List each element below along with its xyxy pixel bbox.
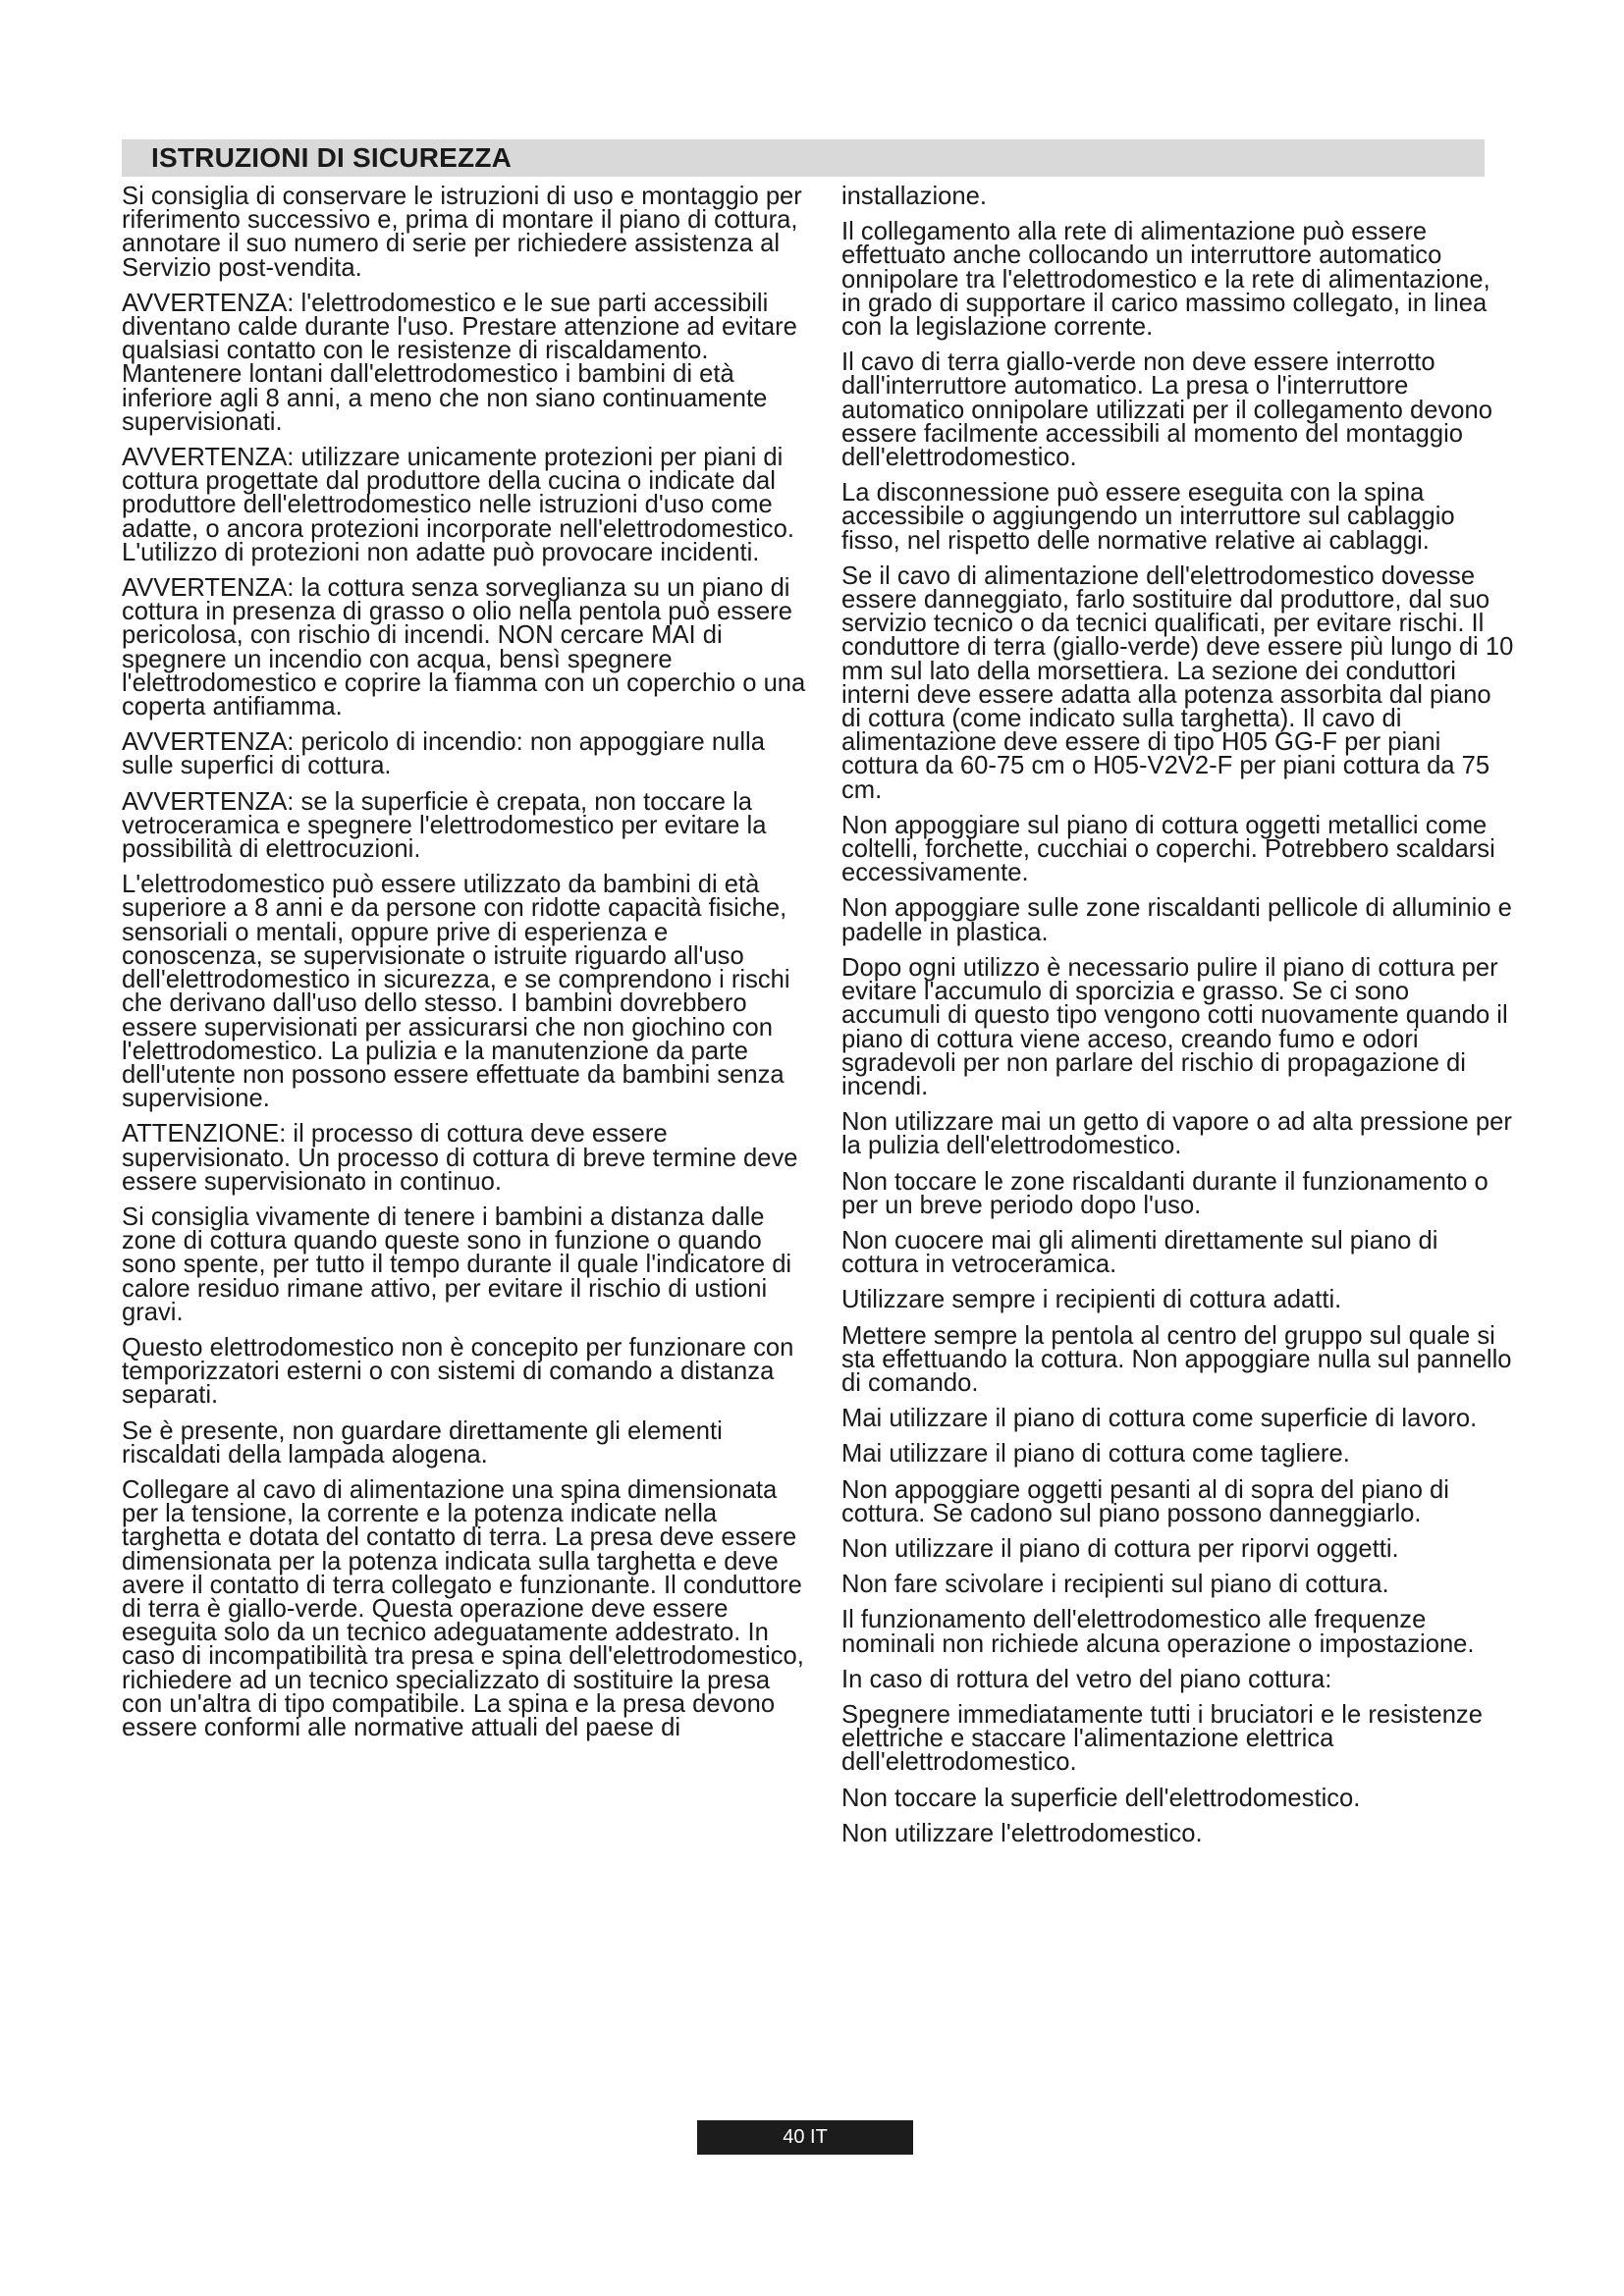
paragraph: AVVERTENZA: se la superficie è crepata, non toccare la vetroceramica e spegnere l'elettrodomestico per evitare la possibilità di elettrocuzioni.	[122, 787, 767, 864]
paragraph: Si consiglia vivamente di tenere i bambini a distanza dalle zone di cottura quando queste sono in funzione o quando sono spente, per tutto il tempo durante il quale l'indicatore di calore residuo rimane attivo, per evitare il rischio di ustioni gravi.	[122, 1202, 792, 1326]
right-column	[841, 185, 1514, 1857]
paragraph: Non utilizzare mai un getto di vapore o ad alta pressione per la pulizia dell'elettrodomestico.	[841, 1108, 1512, 1160]
paragraph: Non utilizzare l'elettrodomestico.	[841, 1819, 1203, 1847]
paragraph: Il funzionamento dell'elettrodomestico alle frequenze nominali non richiede alcuna operazione o impostazione.	[841, 1606, 1475, 1658]
paragraph: AVVERTENZA: la cottura senza sorveglianza su un piano di cottura in presenza di grasso o olio nella pentola può essere pericolosa, con rischio di incendi. NON cercare MAI di spegnere un incendio con acqua, bensì spegnere l'elettrodomestico e coprire la fiamma con un coperchio o una coperta antifiamma.	[122, 574, 806, 721]
paragraph: Mai utilizzare il piano di cottura come superficie di lavoro.	[841, 1405, 1478, 1433]
paragraph: Se è presente, non guardare direttamente gli elementi riscaldati della lampada alogena.	[122, 1416, 723, 1468]
paragraph: AVVERTENZA: l'elettrodomestico e le sue parti accessibili diventano calde durante l'uso. Prestare attenzione ad evitare qualsiasi contatto con le resistenze di riscaldamento. Mantenere lontani dall'elettrodomestico i bambini di età inferiore agli 8 anni, a meno che non siano continuamente supervisionati.	[122, 289, 797, 436]
paragraph: Si consiglia di conservare le istruzioni di uso e montaggio per riferimento successivo e, prima di montare il piano di cottura, annotare il suo numero di serie per richiedere assistenza al Servizio post-vendita.	[122, 183, 802, 282]
paragraph: In caso di rottura del vetro del piano cottura:	[841, 1665, 1332, 1693]
paragraph: Non appoggiare oggetti pesanti al di sopra del piano di cottura. Se cadono sul piano possono danneggiarlo.	[841, 1475, 1449, 1527]
paragraph: Questo elettrodomestico non è concepito per funzionare con temporizzatori esterni o con sistemi di comando a distanza separati.	[122, 1333, 794, 1410]
paragraph: AVVERTENZA: pericolo di incendio: non appoggiare nulla sulle superfici di cottura.	[122, 728, 765, 780]
paragraph: La disconnessione può essere eseguita con la spina accessibile o aggiungendo un interruttore sul cablaggio fisso, nel rispetto delle normative relative ai cablaggi.	[841, 479, 1455, 555]
paragraph: Il cavo di terra giallo-verde non deve essere interrotto dall'interruttore automatico. La presa o l'interruttore automatico onnipolare utilizzati per il collegamento devono essere facilmente accessibili al momento del montaggio dell'elettrodomestico.	[841, 348, 1492, 472]
paragraph: Spegnere immediatamente tutti i bruciatori e le resistenze elettriche e staccare l'alimentazione elettrica dell'elettrodomestico.	[841, 1700, 1483, 1777]
section-title: ISTRUZIONI DI SICUREZZA	[151, 142, 513, 173]
paragraph: Collegare al cavo di alimentazione una spina dimensionata per la tensione, la corrente e la potenza indicate nella targhetta e dotata del contatto di terra. La presa deve essere dimensionata per la potenza indicata sulla targhetta e deve avere il contatto di terra collegato e funzionante. Il conduttore di terra è giallo-verde. Questa operazione deve essere eseguita solo da un tecnico adeguatamente addestrato. In caso di incompatibilità tra presa e spina dell'elettrodomestico, richiedere ad un tecnico specializzato di sostituire la presa con un'altra di tipo compatibile. La spina e la presa devono essere conformi alle normative attuali del paese di	[122, 1475, 804, 1741]
paragraph: installazione.	[841, 183, 987, 210]
paragraph: Non appoggiare sul piano di cottura oggetti metallici come coltelli, forchette, cucchiai o coperchi. Potrebbero scaldarsi eccessivamente.	[841, 811, 1495, 887]
paragraph: Dopo ogni utilizzo è necessario pulire il piano di cottura per evitare l'accumulo di sporcizia e grasso. Se ci sono accumuli di questo tipo vengono cotti nuovamente quando il piano di cottura viene acceso, creando fumo e odori sgradevoli per non parlare del rischio di propagazione di incendi.	[841, 953, 1508, 1100]
section-header-bar	[122, 139, 1485, 177]
paragraph: AVVERTENZA: utilizzare unicamente protezioni per piani di cottura progettate dal produttore della cucina o indicate dal produttore dell'elettrodomestico nelle istruzioni d'uso come adatte, o ancora protezioni incorporate nell'elettrodomestico. L'utilizzo di protezioni non adatte può provocare incidenti.	[122, 444, 794, 566]
paragraph: Non fare scivolare i recipienti sul piano di cottura.	[841, 1571, 1389, 1599]
paragraph: ATTENZIONE: il processo di cottura deve essere supervisionato. Un processo di cottura di breve termine deve essere supervisionato in continuo.	[122, 1120, 798, 1196]
paragraph: Se il cavo di alimentazione dell'elettrodomestico dovesse essere danneggiato, farlo sostituire dal produttore, dal suo servizio tecnico o da tecnici qualificati, per evitare rischi. Il conduttore di terra (giallo-verde) deve essere più lungo di 10 mm sul lato della morsettiera. La sezione dei conduttori interni deve essere adatta alla potenza assorbita dal piano di cottura (come indicato sulla targhetta). Il cavo di alimentazione deve essere di tipo H05 GG-F per piani cottura da 60-75 cm o H05-V2V2-F per piani cottura da 75 cm.	[841, 561, 1514, 804]
paragraph: Utilizzare sempre i recipienti di cottura adatti.	[841, 1286, 1342, 1314]
paragraph: Mettere sempre la pentola al centro del gruppo sul quale si sta effettuando la cottura. Non appoggiare nulla sul pannello di comando.	[841, 1321, 1512, 1397]
paragraph: L'elettrodomestico può essere utilizzato da bambini di età superiore a 8 anni e da persone con ridotte capacità fisiche, sensoriali o mentali, oppure prive di esperienza e conoscenza, se supervisionate o istruite riguardo all'uso dell'elettrodomestico in sicurezza, e se comprendono i rischi che derivano dall'uso dello stesso. I bambini dovrebbero essere supervisionati per assicurarsi che non giochino con l'elettrodomestico. La pulizia e la manutenzione da parte dell'utente non possono essere effettuate da bambini senza supervisione.	[122, 871, 790, 1113]
paragraph: Non toccare le zone riscaldanti durante il funzionamento o per un breve periodo dopo l'uso.	[841, 1167, 1489, 1219]
left-column	[122, 185, 809, 1751]
paragraph: Non cuocere mai gli alimenti direttamente sul piano di cottura in vetroceramica.	[841, 1226, 1438, 1279]
paragraph: Non utilizzare il piano di cottura per riporvi oggetti.	[841, 1534, 1399, 1563]
paragraph: Il collegamento alla rete di alimentazione può essere effettuato anche collocando un interruttore automatico onnipolare tra l'elettrodomestico e la rete di alimentazione, in grado di supportare il carico massimo collegato, in linea con la legislazione corrente.	[841, 218, 1490, 342]
paragraph: Mai utilizzare il piano di cottura come tagliere.	[841, 1440, 1350, 1468]
page-number: 40 IT	[697, 2120, 913, 2155]
paragraph: Non toccare la superficie dell'elettrodomestico.	[841, 1784, 1361, 1812]
paragraph: Non appoggiare sulle zone riscaldanti pellicole di alluminio e padelle in plastica.	[841, 894, 1512, 946]
